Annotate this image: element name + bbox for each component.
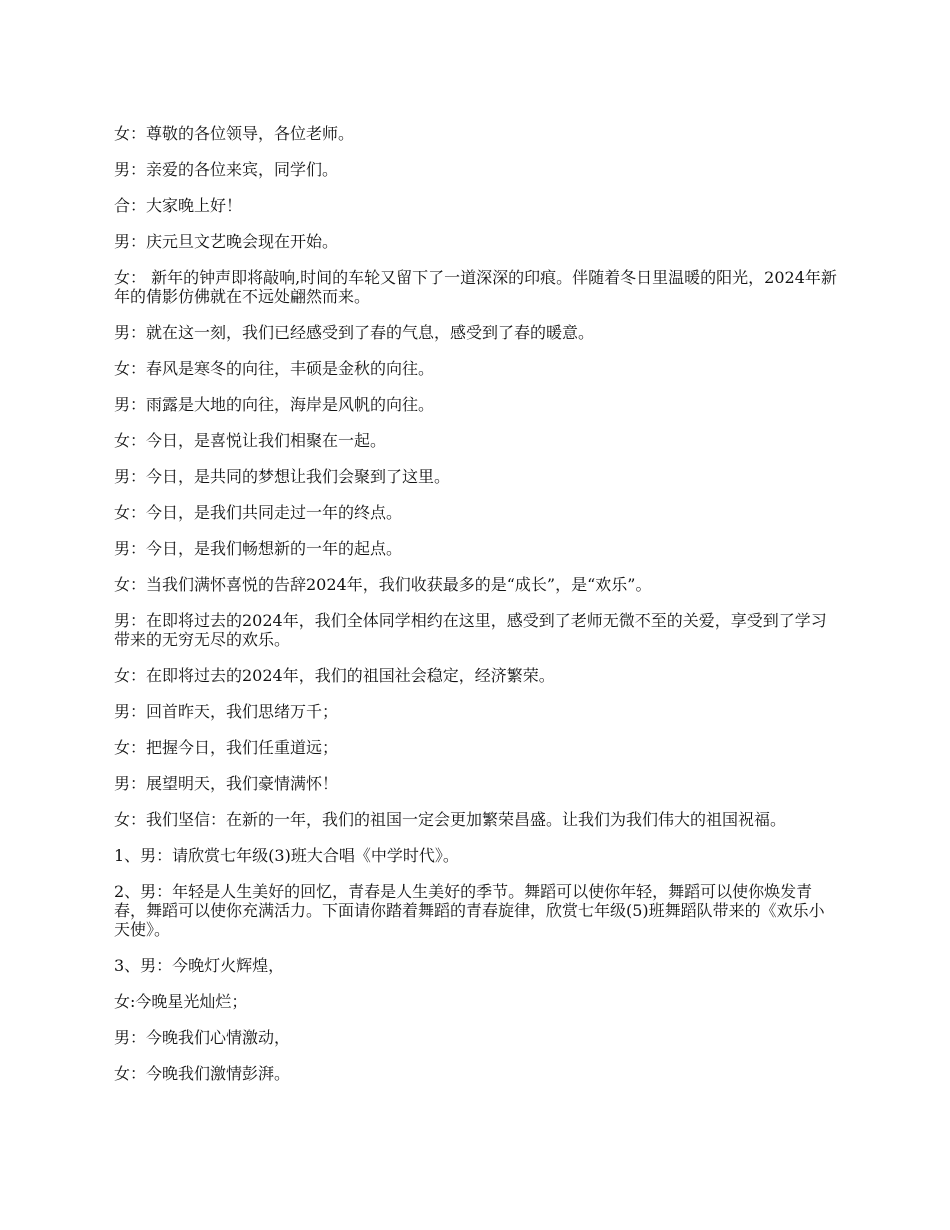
paragraph-12: 男：今日，是我们畅想新的一年的起点。 bbox=[114, 539, 403, 558]
paragraph-4: 男：庆元旦文艺晚会现在开始。 bbox=[114, 232, 339, 251]
paragraph-7: 女：春风是寒冬的向往，丰硕是金秋的向往。 bbox=[114, 359, 435, 378]
paragraph-2: 男：亲爱的各位来宾，同学们。 bbox=[114, 160, 339, 179]
paragraph-14: 男：在即将过去的2024年，我们全体同学相约在这里，感受到了老师无微不至的关爱，享受到了学习带来的无穷无尽的欢乐。 bbox=[114, 611, 827, 649]
paragraph-16: 男：回首昨天，我们思绪万千； bbox=[114, 702, 339, 721]
paragraph-11: 女：今日，是我们共同走过一年的终点。 bbox=[114, 503, 403, 522]
paragraph-22: 3、男：今晚灯火辉煌， bbox=[114, 956, 285, 975]
paragraph-5: 女： 新年的钟声即将敲响,时间的车轮又留下了一道深深的印痕。伴随着冬日里温暖的阳光，2024年新年的倩影仿佛就在不远处翩然而来。 bbox=[114, 268, 837, 306]
paragraph-1: 女：尊敬的各位领导，各位老师。 bbox=[114, 124, 355, 143]
paragraph-25: 女：今晚我们激情彭湃。 bbox=[114, 1064, 291, 1083]
paragraph-15: 女：在即将过去的2024年，我们的祖国社会稳定，经济繁荣。 bbox=[114, 666, 555, 685]
paragraph-18: 男：展望明天，我们豪情满怀！ bbox=[114, 774, 339, 793]
paragraph-13: 女：当我们满怀喜悦的告辞2024年，我们收获最多的是“成长”，是“欢乐”。 bbox=[114, 575, 652, 594]
paragraph-17: 女：把握今日，我们任重道远； bbox=[114, 738, 339, 757]
paragraph-24: 男：今晚我们心情激动， bbox=[114, 1028, 291, 1047]
paragraph-3: 合：大家晚上好！ bbox=[114, 196, 243, 215]
paragraph-19: 女：我们坚信：在新的一年，我们的祖国一定会更加繁荣昌盛。让我们为我们伟大的祖国祝福。 bbox=[114, 810, 787, 829]
document-body bbox=[114, 124, 840, 1100]
paragraph-21: 2、男：年轻是人生美好的回忆，青春是人生美好的季节。舞蹈可以使你年轻，舞蹈可以使你焕发青春，舞蹈可以使你充满活力。下面请你踏着舞蹈的青春旋律，欣赏七年级(5)班舞蹈队带来的《欢乐小天使》。 bbox=[114, 882, 825, 939]
paragraph-20: 1、男：请欣赏七年级(3)班大合唱《中学时代》。 bbox=[114, 846, 459, 865]
paragraph-23: 女:今晚星光灿烂； bbox=[114, 992, 248, 1011]
paragraph-6: 男：就在这一刻，我们已经感受到了春的气息，感受到了春的暖意。 bbox=[114, 323, 595, 342]
paragraph-10: 男：今日，是共同的梦想让我们会聚到了这里。 bbox=[114, 467, 451, 486]
paragraph-8: 男：雨露是大地的向往，海岸是风帆的向往。 bbox=[114, 395, 435, 414]
paragraph-9: 女：今日，是喜悦让我们相聚在一起。 bbox=[114, 431, 387, 450]
